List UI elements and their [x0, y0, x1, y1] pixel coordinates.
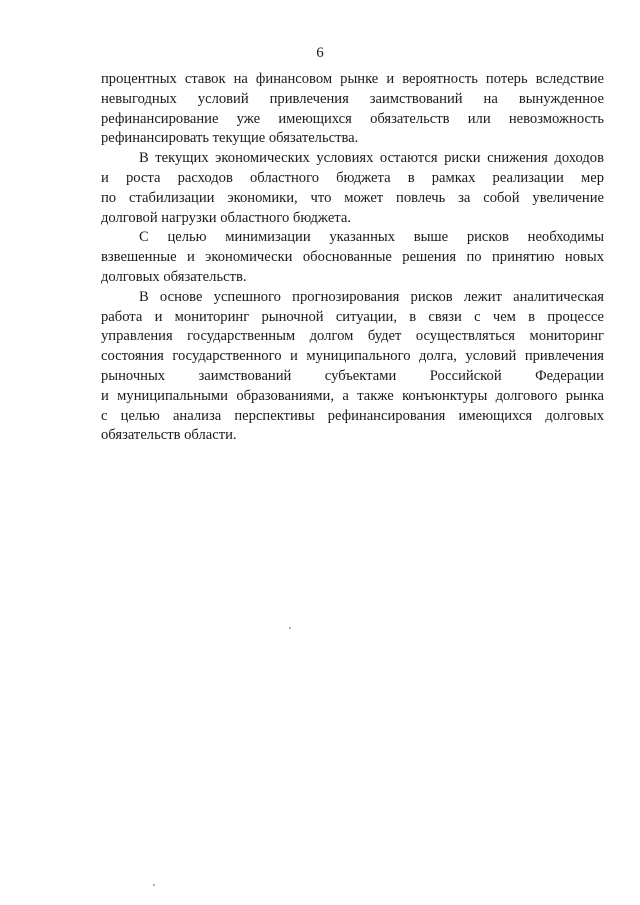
text-line: по стабилизации экономики, что может повлечь за собой увеличение: [101, 189, 604, 206]
page-number: 6: [316, 45, 324, 61]
text-line: долговых обязательств.: [101, 268, 247, 285]
text-line: взвешенные и экономически обоснованные решения по принятию новых: [101, 249, 604, 266]
body-text: [101, 70, 604, 446]
paragraph-2: [101, 149, 604, 228]
text-line: работа и мониторинг рыночной ситуации, в связи с чем в процессе: [101, 308, 604, 325]
text-line: и роста расходов областного бюджета в рамках реализации мер: [101, 169, 604, 186]
text-line: В текущих экономических условиях остаются риски снижения доходов: [139, 150, 604, 167]
text-line: и муниципальными образованиями, а также конъюнктуры долгового рынка: [101, 387, 604, 404]
text-line: состояния государственного и муниципального долга, условий привлечения: [101, 348, 604, 365]
text-line: обязательств области.: [101, 427, 237, 444]
paragraph-1: [101, 70, 604, 149]
scan-speck: [289, 627, 291, 629]
text-line: С целью минимизации указанных выше рисков необходимы: [139, 229, 604, 246]
scan-speck: [153, 884, 155, 886]
text-line: с целью анализа перспективы рефинансирования имеющихся долговых: [101, 407, 604, 424]
text-line: невыгодных условий привлечения заимствований на вынужденное: [101, 90, 604, 107]
paragraph-4: [101, 288, 604, 446]
text-line: процентных ставок на финансовом рынке и вероятность потерь вследствие: [101, 71, 604, 87]
text-line: рефинансирование уже имеющихся обязательств или невозможность: [101, 110, 604, 127]
text-line: долговой нагрузки областного бюджета.: [101, 209, 351, 226]
paragraph-3: [101, 228, 604, 287]
text-line: рыночных заимствований субъектами Российской Федерации: [101, 367, 604, 384]
text-line: В основе успешного прогнозирования рисков лежит аналитическая: [139, 288, 604, 305]
text-line: управления государственным долгом будет осуществляться мониторинг: [101, 328, 604, 345]
text-line: рефинансировать текущие обязательства.: [101, 130, 359, 147]
